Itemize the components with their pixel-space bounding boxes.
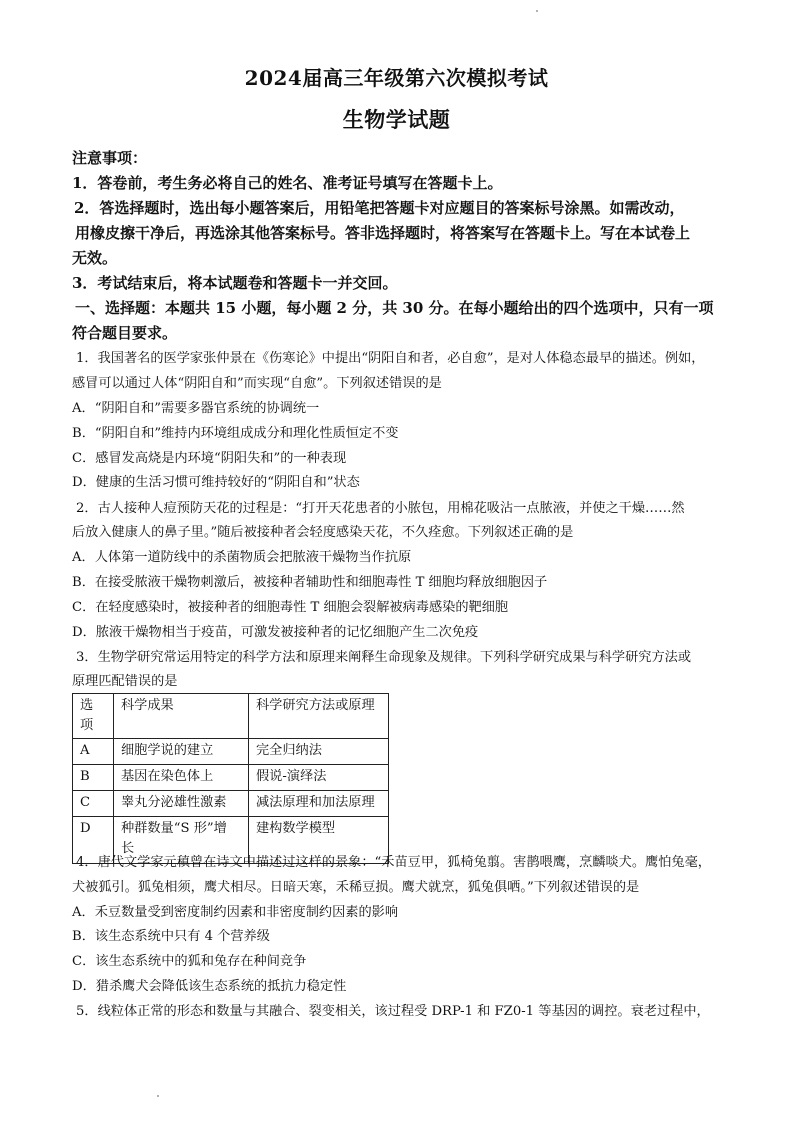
- notice-item-2-cont: 用橡皮擦干净后，再选涂其他答案标号。答非选择题时，将答案写在答题卡上。写在本试卷上: [75, 224, 691, 242]
- question-1-option-c: C．感冒发高烧是内环境“阴阳失和”的一种表现: [72, 451, 347, 466]
- question-4-option-b: B．该生态系统中只有 4 个营养级: [72, 929, 270, 944]
- question-5-stem: 5．线粒体正常的形态和数量与其融合、裂变相关，该过程受 DRP-1 和 FZ0-1 等基因的调控。衰老过程中，: [76, 1004, 710, 1019]
- table-cell: 减法原理和加法原理: [249, 791, 389, 817]
- table-header-cell: 科学研究方法或原理: [249, 694, 389, 739]
- table-header-cell: 选项: [73, 694, 114, 739]
- table-row: [73, 739, 389, 765]
- notice-item-1: 1．答卷前，考生务必将自己的姓名、准考证号填写在答题卡上。: [72, 174, 503, 192]
- table-row: [73, 765, 389, 791]
- table-cell: 完全归纳法: [249, 739, 389, 765]
- table-cell: 假说-演绎法: [249, 765, 389, 791]
- table-cell: 睾丸分泌雄性激素: [114, 791, 249, 817]
- notice-item-3: 3．考试结束后，将本试题卷和答题卡一并交回。: [72, 274, 398, 292]
- question-1-option-b: B．“阴阳自和”维持内环境组成成分和理化性质恒定不变: [72, 426, 399, 441]
- notice-item-2-end: 无效。: [72, 249, 118, 267]
- question-3-stem: 3．生物学研究常运用特定的科学方法和原理来阐释生命现象及规律。下列科学研究成果与科学研究方法或: [76, 650, 692, 665]
- question-4-option-d: D．猎杀鹰犬会降低该生态系统的抵抗力稳定性: [72, 979, 347, 994]
- table-header-row: [73, 694, 389, 739]
- question-3-stem-cont: 原理匹配错误的是: [72, 674, 178, 689]
- exam-subject-title: 生物学试题: [342, 107, 451, 132]
- question-2-option-c: C．在轻度感染时，被接种者的细胞毒性 T 细胞会裂解被病毒感染的靶细胞: [72, 600, 509, 615]
- section-heading-cont: 符合题目要求。: [72, 324, 178, 342]
- table-row: [73, 791, 389, 817]
- question-3-table: [72, 693, 389, 864]
- notice-item-2: 2．答选择题时，选出每小题答案后，用铅笔把答题卡对应题目的答案标号涂黑。如需改动，: [74, 199, 685, 217]
- table-cell: 基因在染色体上: [114, 765, 249, 791]
- question-4-stem: 4．唐代文学家元稹曾在诗文中描述过这样的景象：“禾苗豆甲，狐椅兔翦。害鹊喂鹰，烹麟啖犬。鹰怕兔毫，: [76, 855, 711, 870]
- notice-heading: 注意事项：: [72, 149, 148, 167]
- question-2-stem-cont: 后放入健康人的鼻子里。”随后被接种者会轻度感染天花，不久痊愈。下列叙述正确的是: [72, 525, 574, 540]
- question-1-option-a: A．“阴阳自和”需要多器官系统的协调统一: [72, 401, 320, 416]
- table-cell: 细胞学说的建立: [114, 739, 249, 765]
- table-cell: B: [73, 765, 114, 791]
- question-2-option-d: D．脓液干燥物相当于疫苗，可激发被接种者的记忆细胞产生二次免疫: [72, 625, 479, 640]
- question-1-option-d: D．健康的生活习惯可维持较好的“阴阳自和”状态: [72, 475, 360, 490]
- scan-speck: [536, 10, 538, 12]
- question-1-stem-cont: 感冒可以通过人体“阴阳自和”而实现“自愈”。下列叙述错误的是: [72, 376, 442, 391]
- table-header-cell: 科学成果: [114, 694, 249, 739]
- question-4-option-c: C．该生态系统中的狐和兔存在种间竞争: [72, 954, 307, 969]
- table-cell: A: [73, 739, 114, 765]
- question-4-stem-cont: 犬被狐引。狐兔相须，鹰犬相尽。日暗天寒，禾稀豆损。鹰犬就烹，狐兔俱哂。”下列叙述错误的是: [72, 880, 640, 895]
- question-2-option-a: A．人体第一道防线中的杀菌物质会把脓液干燥物当作抗原: [72, 550, 412, 565]
- scan-speck: [157, 1095, 159, 1097]
- table-cell: 建构数学模型: [249, 817, 389, 864]
- section-heading: 一、选择题：本题共 15 小题，每小题 2 分，共 30 分。在每小题给出的四个选项中，只有一项: [75, 299, 714, 317]
- table-cell: 种群数量“S 形”增长: [114, 817, 249, 864]
- exam-title: 2024届高三年级第六次模拟考试: [244, 66, 549, 90]
- question-2-stem: 2．古人接种人痘预防天花的过程是：“打开天花患者的小脓包，用棉花吸沾一点脓液，并使之干燥……然: [76, 501, 685, 516]
- table-cell: C: [73, 791, 114, 817]
- question-1-stem: 1．我国著名的医学家张仲景在《伤寒论》中提出“阴阳自和者，必自愈”，是对人体稳态最早的描述。例如，: [76, 351, 705, 366]
- table-cell: D: [73, 817, 114, 864]
- question-2-option-b: B．在接受脓液干燥物刺激后，被接种者辅助性和细胞毒性 T 细胞均释放细胞因子: [72, 575, 548, 590]
- question-4-option-a: A．禾豆数量受到密度制约因素和非密度制约因素的影响: [72, 905, 399, 920]
